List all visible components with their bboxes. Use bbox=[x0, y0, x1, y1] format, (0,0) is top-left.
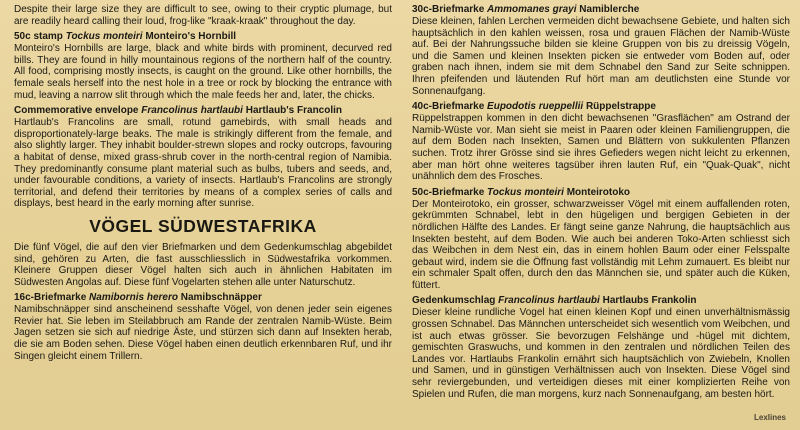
intro-section bbox=[14, 4, 392, 27]
german-intro-section bbox=[14, 242, 392, 288]
toko-heading bbox=[412, 187, 790, 199]
lerche-text: Diese kleinen, fahlen Lerchen vermeiden dicht bewachsene Gebiete, und halten sich hauptsächlich in den kahlen weissen, rosa und grauen Flächen der Namib-Wüste auf. Bei der Nahrungssuche bilden sie kleine Gruppen von bis zu dreissig Vögeln, und die Samen und kleinen Insekten picken sie entweder vom Boden auf, oder graben nach ihnen, indem sie mit dem Schnabel den Sand zur Seite schnippen. Ihren pfeifenden und läutenden Ruf hört man am deutlichsten eine Stunde vor Sonnenaufgang. bbox=[412, 16, 790, 97]
lerche-latin: Ammomanes grayi bbox=[487, 4, 577, 15]
francolin-section bbox=[14, 105, 392, 210]
trappe-suffix: Rüppelstrappe bbox=[583, 101, 656, 113]
herero-section bbox=[14, 292, 392, 362]
frankolin-heading bbox=[412, 295, 790, 307]
hornbill-prefix: 50c stamp bbox=[14, 31, 66, 43]
herero-text: Namibschnäpper sind anscheinend sesshafte Vögel, von denen jeder sein eigenes Revier hat. Sie leben im Steilabbruch am Rande der zentralen Namib-Wüste. Beim Jagen setzen sie sich auf niedrige Äste, und stürzen sich dann auf Insekten herab, die sie am Boden sehen. Diese Vögel haben einen deutlich erkennbaren Ruf, und ihr Singen gleicht einem Trillern. bbox=[14, 304, 392, 362]
german-intro-paragraph: Die fünf Vögel, die auf den vier Briefmarken und dem Gedenkumschlag abgebildet sind, gehören zu Arten, die fast ausschliesslich in Südwestafrika vorkommen. Kleinere Gruppen dieser Vögel halten sich auch in ähnlichen Habitaten im Südwesten Angolas auf. Diese fünf Vogelarten stehen alle unter Naturschutz. bbox=[14, 241, 392, 288]
left-column bbox=[14, 4, 392, 366]
trappe-text: Rüppelstrappen kommen in den dicht bewachsenen "Grasflächen" am Ostrand der Namib-Wüste vor. Man sieht sie meist in Paaren oder kleinen Familiengruppen, die auf dem Boden nach Insekten, Samen und Blättern von sukkulenten Pflanzen suchen. Trotz ihrer Grösse sind sie ihres Gefieders wegen nicht leicht zu erkennen, aber man hört ohne weiteres tagsüber ihren lauten Ruf, ein "Quak-Quak", nicht unähnlich dem des Frosches. bbox=[412, 113, 790, 183]
german-title: VÖGEL SÜDWESTAFRIKA bbox=[89, 215, 317, 236]
trappe-heading bbox=[412, 101, 790, 113]
frankolin-prefix: Gedenkumschlag bbox=[412, 295, 499, 307]
herero-heading bbox=[14, 292, 392, 304]
hornbill-latin: Tockus monteiri bbox=[65, 31, 143, 43]
francolin-latin: Francolinus hartlaubi bbox=[141, 105, 243, 117]
toko-suffix: Monteirotoko bbox=[563, 186, 631, 198]
frankolin-section bbox=[412, 295, 790, 400]
francolin-prefix: Commemorative envelope bbox=[14, 105, 142, 117]
printer-credit: Lexlines bbox=[753, 413, 786, 422]
herero-latin: Namibornis herero bbox=[89, 292, 178, 304]
herero-prefix: 16c-Briefmarke bbox=[14, 292, 90, 304]
hornbill-text: Monteiro's Hornbills are large, black and white birds with prominent, decurved red bills. They are found in hilly mountainous regions of the northern half of the country. All food, comprising mostly insects, is caught on the ground. Like other hornbills, the female seals herself into the nest hole in a tree or rock by blocking the entrance with mud, leaving a narrow slit through which the male feeds her and, later, the chicks. bbox=[14, 43, 392, 101]
lerche-prefix: 30c-Briefmarke bbox=[412, 4, 488, 15]
hornbill-heading bbox=[14, 31, 392, 43]
lerche-heading bbox=[412, 4, 790, 16]
right-column bbox=[412, 4, 790, 404]
intro-paragraph: Despite their large size they are difficult to see, owing to their cryptic plumage, but are readily heard calling their loud, frog-like "kraak-kraak" throughout the day. bbox=[14, 4, 392, 27]
francolin-text: Hartlaub's Francolins are small, rotund gamebirds, with small heads and disproportionately-large beaks. The male is strikingly different from the female, and also slightly larger. They inhabit boulder-strewn slopes and rocky outcrops, favouring a habitat of dense, mixed grass-shrub cover in the north-central region of Namibia. They predominantly consume plant material such as bulbs, tubers and seeds, and, under favourable conditions, a variety of insects. Hartlaub's Francolins are strongly territorial, and defend their territories by means of a complex series of calls and displays, best heard in the early morning after sunrise. bbox=[14, 117, 392, 210]
frankolin-latin: Francolinus hartlaubi bbox=[498, 295, 600, 307]
frankolin-text: Dieser kleine rundliche Vogel hat einen kleinen Kopf und einen unverhältnismässig grossen Schnabel. Das Männchen unterscheidet sich wesentlich vom Weibchen, und ist auch etwas grösser. Sie bevorzugen Felshänge und -hügel mit dichtem, gemischten Graswuchs, und kommen in den zentralen und nördlichen Teilen des Landes vor. Hartlaubs Frankolin ernährt sich hauptsächlich von Zwiebeln, Knollen und Samen, und in günstigen Verhältnissen auch von Insekten. Diese Vögel sind sehr reviergebunden, und verteidigen dieses mit einer komplizierten Reihe von Spielen und Rufen, die man morgens, kurz nach Sonnenaufgang, am besten hört. bbox=[412, 307, 790, 400]
trappe-latin: Eupodotis rueppellii bbox=[487, 101, 584, 113]
trappe-prefix: 40c-Briefmarke bbox=[412, 101, 488, 113]
toko-text: Der Monteirotoko, ein grosser, schwarzweisser Vögel mit einem auffallenden roten, gekrümmten Schnabel, lebt in den hügeligen und bergigen Gebieten in der nördlichen Hälfte des Landes. Er fängt seine ganze Nahrung, die hauptsächlich aus Insekten besteht, auf dem Boden. Wie auch bei anderen Toko-Arten schliesst sich das Weibchen in dem Nest ein, das in einem hohlen Baum oder einer Felsspalte gebaut wird, indem sie die Öffnung fast vollständig mit Lehm zumauert. Es bleibt nur ein schmaler Spalt offen, durch den das Männchen sie, und später auch die Küken, füttert. bbox=[412, 198, 790, 291]
toko-latin: Tockus monteiri bbox=[487, 186, 564, 198]
francolin-heading bbox=[14, 105, 392, 117]
francolin-suffix: Hartlaub's Francolin bbox=[242, 105, 343, 117]
hornbill-section bbox=[14, 31, 392, 101]
toko-prefix: 50c-Briefmarke bbox=[412, 186, 488, 198]
herero-suffix: Namibschnäpper bbox=[177, 292, 262, 304]
lerche-suffix: Namiblerche bbox=[576, 4, 640, 15]
hornbill-suffix: Monteiro's Hornbill bbox=[142, 31, 237, 43]
toko-section bbox=[412, 187, 790, 292]
frankolin-suffix: Hartlaubs Frankolin bbox=[599, 295, 697, 307]
trappe-section bbox=[412, 101, 790, 183]
lerche-section bbox=[412, 4, 790, 97]
